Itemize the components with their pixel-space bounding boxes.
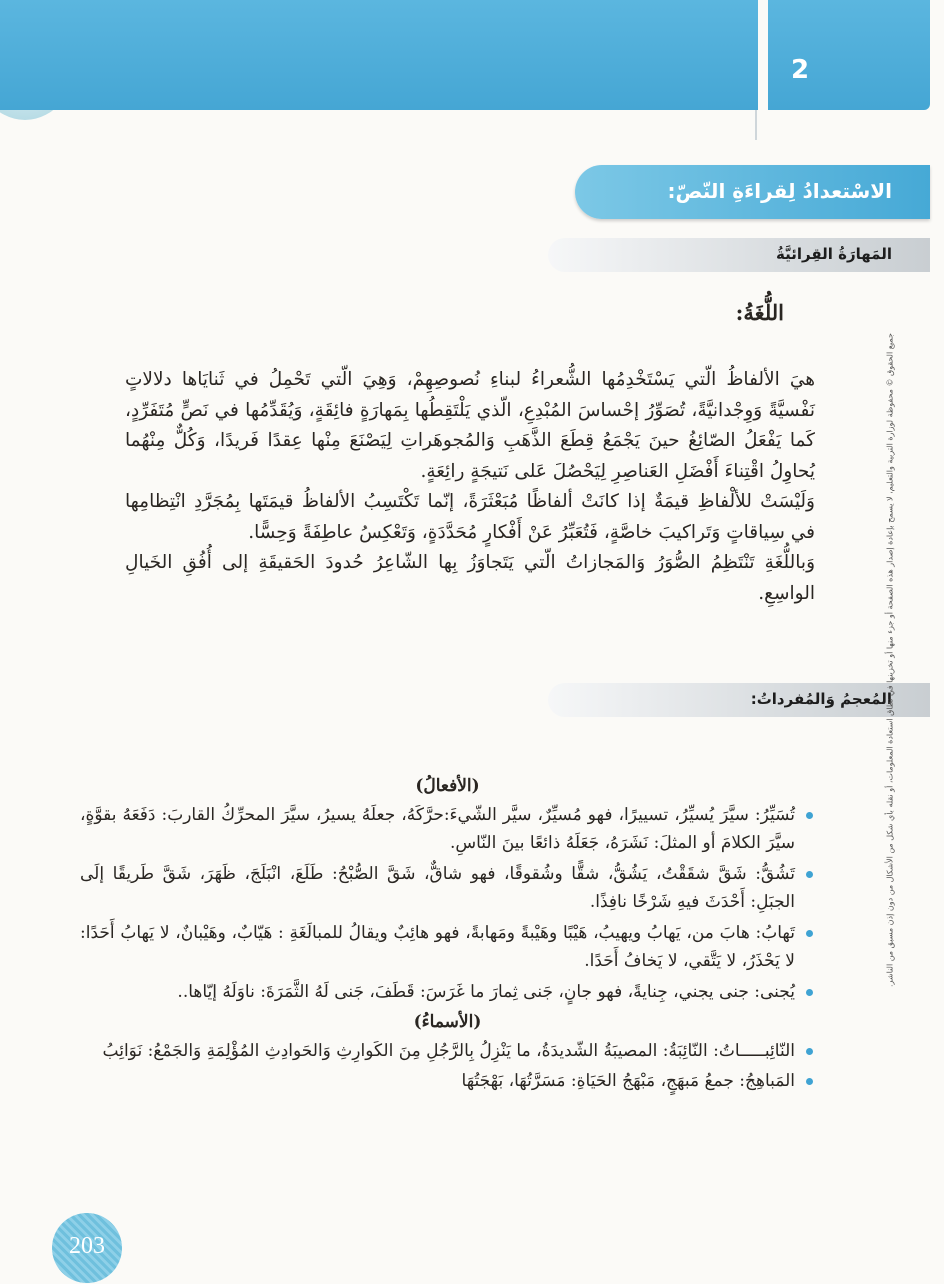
verbs-title: (الأفعالُ) <box>415 776 480 796</box>
intro-paragraph: وَلَيْسَتْ للألْفاظِ قيمَةٌ إذا كانَتْ ألفاظًا مُبَعْثَرَةً، إنّما تَكْتَسِبُ الألفاظُ قيمَتَها بِمُجَرَّدِ انْتِظامِها في سِياقاتٍ وَتَراكيبَ خاصَّةٍ، فَتُعَبِّرُ عَنْ أَفْكارٍ مُحَدَّدَةٍ، وَتَعْكِسُ عاطِفَةً وَحِسًّا. <box>125 491 815 543</box>
list-item: تَشُقُّ: شَقَّ شقَقْتُ، يَشُقُّ، شقًّا وشُقوقًا، فهو شاقٌّ، شَقَّ الصُّبْحُ: طَلَعَ، انْبَلَجَ، ظَهَرَ، شَقَّ طَريقًا إلَى الجبَلِ: أَحْدَثَ فيهِ شَرْخًا نافِذًا. <box>80 860 815 917</box>
dictionary-heading: المُعجمُ وَالمُفرداتُ: <box>750 690 892 708</box>
page-number: 203 <box>69 1233 105 1259</box>
intro-paragraph: وَباللُّغَةِ تَنْتَظِمُ الصُّوَرُ وَالمَجازاتُ الّتي يَتَجاوَزُ بِها الشّاعِرُ حُدودَ الحَقيقَةِ إلى أُفُقِ الخَيالِ الواسِعِ. <box>125 552 815 604</box>
verbs-list <box>80 801 815 1007</box>
vocabulary-section <box>80 772 815 1098</box>
copyright-text: جميع الحقوق © محفوظة لوزارة التربية والتعليم، لا يسمح بإعادة إصدار هذه الصفحة أو جزء منها أو تخزينها في نطاق استعادة المعلومات، أو نقله بأي شكل من الأشكال من دون إذن مسبق من الناشر. <box>885 333 895 987</box>
list-item: تُسَيِّرُ: سيَّرَ يُسيِّرُ، تسييرًا، فهو مُسيِّرٌ، سيَّر الشّيءَ:حرَّكَهُ، جعلَهُ يسيرُ، سيَّرَ المحرِّكُ القاربَ: دَفَعَهُ بقوَّةٍ، سيَّرَ الكلامَ أو المثلَ: نَشَرَهُ، جَعَلَهُ ذائعًا بينَ النّاسِ. <box>80 801 815 858</box>
list-item: تَهابُ: هابَ من، يَهابُ ويهيبُ، هَيْبًا وهَيْبةً ومَهابةً، فهو هائِبٌ ويقالُ للمبالَغَةِ : هَيّابٌ، وهَيْبانٌ، لا يَهابُ أَحَدًا: لا يَحْذَرُ، لا يَتَّقي، لا يَخافُ أَحَدًا. <box>80 919 815 976</box>
page-number-badge <box>52 1213 122 1283</box>
dictionary-bar <box>548 683 930 717</box>
chapter-number: 2 <box>790 55 810 85</box>
section-title-bar <box>575 165 930 219</box>
nouns-list <box>80 1037 815 1096</box>
banner-divider <box>758 0 768 110</box>
nouns-title: (الأسماءُ) <box>413 1012 482 1032</box>
list-item: المَباهِجُ: جمعُ مَبهَجٍ، مَبْهَجُ الحَيَاةِ: مَسَرَّتُهَا، بَهْجَتُهَا <box>80 1067 815 1096</box>
list-item: النّائِبـــــاتُ: النّائِبَةُ: المصيبَةُ الشّديدَةُ، ما يَنْزِلُ بِالرَّجُلِ مِنَ الكَوارِثِ وَالحَوادِثِ المُؤْلِمَةِ وَالجَمْعُ: نَوَائِبُ <box>80 1037 815 1066</box>
reading-skill-bar <box>548 238 930 272</box>
intro-text <box>125 365 815 609</box>
list-item: يُجنى: جنى يجني، جِنايةً، فهو جانٍ، جَنى ثِمارَ ما غَرَسَ: قَطَفَ، جَنى لَهُ الثَّمَرَةَ: ناوَلَهُ إيّاها.. <box>80 978 815 1007</box>
language-heading: اللُّغَةُ: <box>735 300 784 325</box>
reading-skill-title: المَهارَةُ القِرائيَّةُ <box>776 245 892 263</box>
copyright-side-note <box>880 300 900 1020</box>
intro-paragraph: هيَ الألفاظُ الّتي يَسْتَخْدِمُها الشُّعراءُ لبناءِ نُصوصِهِمْ، وَهِيَ الّتي تَحْمِلُ في ثَنايَاها دلالاتٍ نَفْسيَّةً وَوِجْدانيَّةً، تُصَوِّرُ إحْساسَ المُبْدِعِ، الّذي يَلْتَقِطُها بِمَهارَةٍ فائِقَةٍ، وَيُقَدِّمُها في نَصٍّ مُتَفَرِّدٍ، كَما يَفْعَلُ الصّائِغُ حينَ يَجْمَعُ قِطَعَ الذَّهَبِ وَالمُجوهَراتِ لِيَصْنَعَ مِنْها عِقدًا فَريدًا، وَكُلٌّ مِنْهُما يُحاوِلُ اقْتِناءَ أَفْضَلِ العَناصِرِ لِيَحْصُلَ عَلى نَتيجَةٍ رائِعَةٍ. <box>125 369 815 482</box>
section-title: الاسْتعدادُ لِقراءَةِ النّصّ: <box>667 179 892 203</box>
divider-line <box>755 110 757 140</box>
